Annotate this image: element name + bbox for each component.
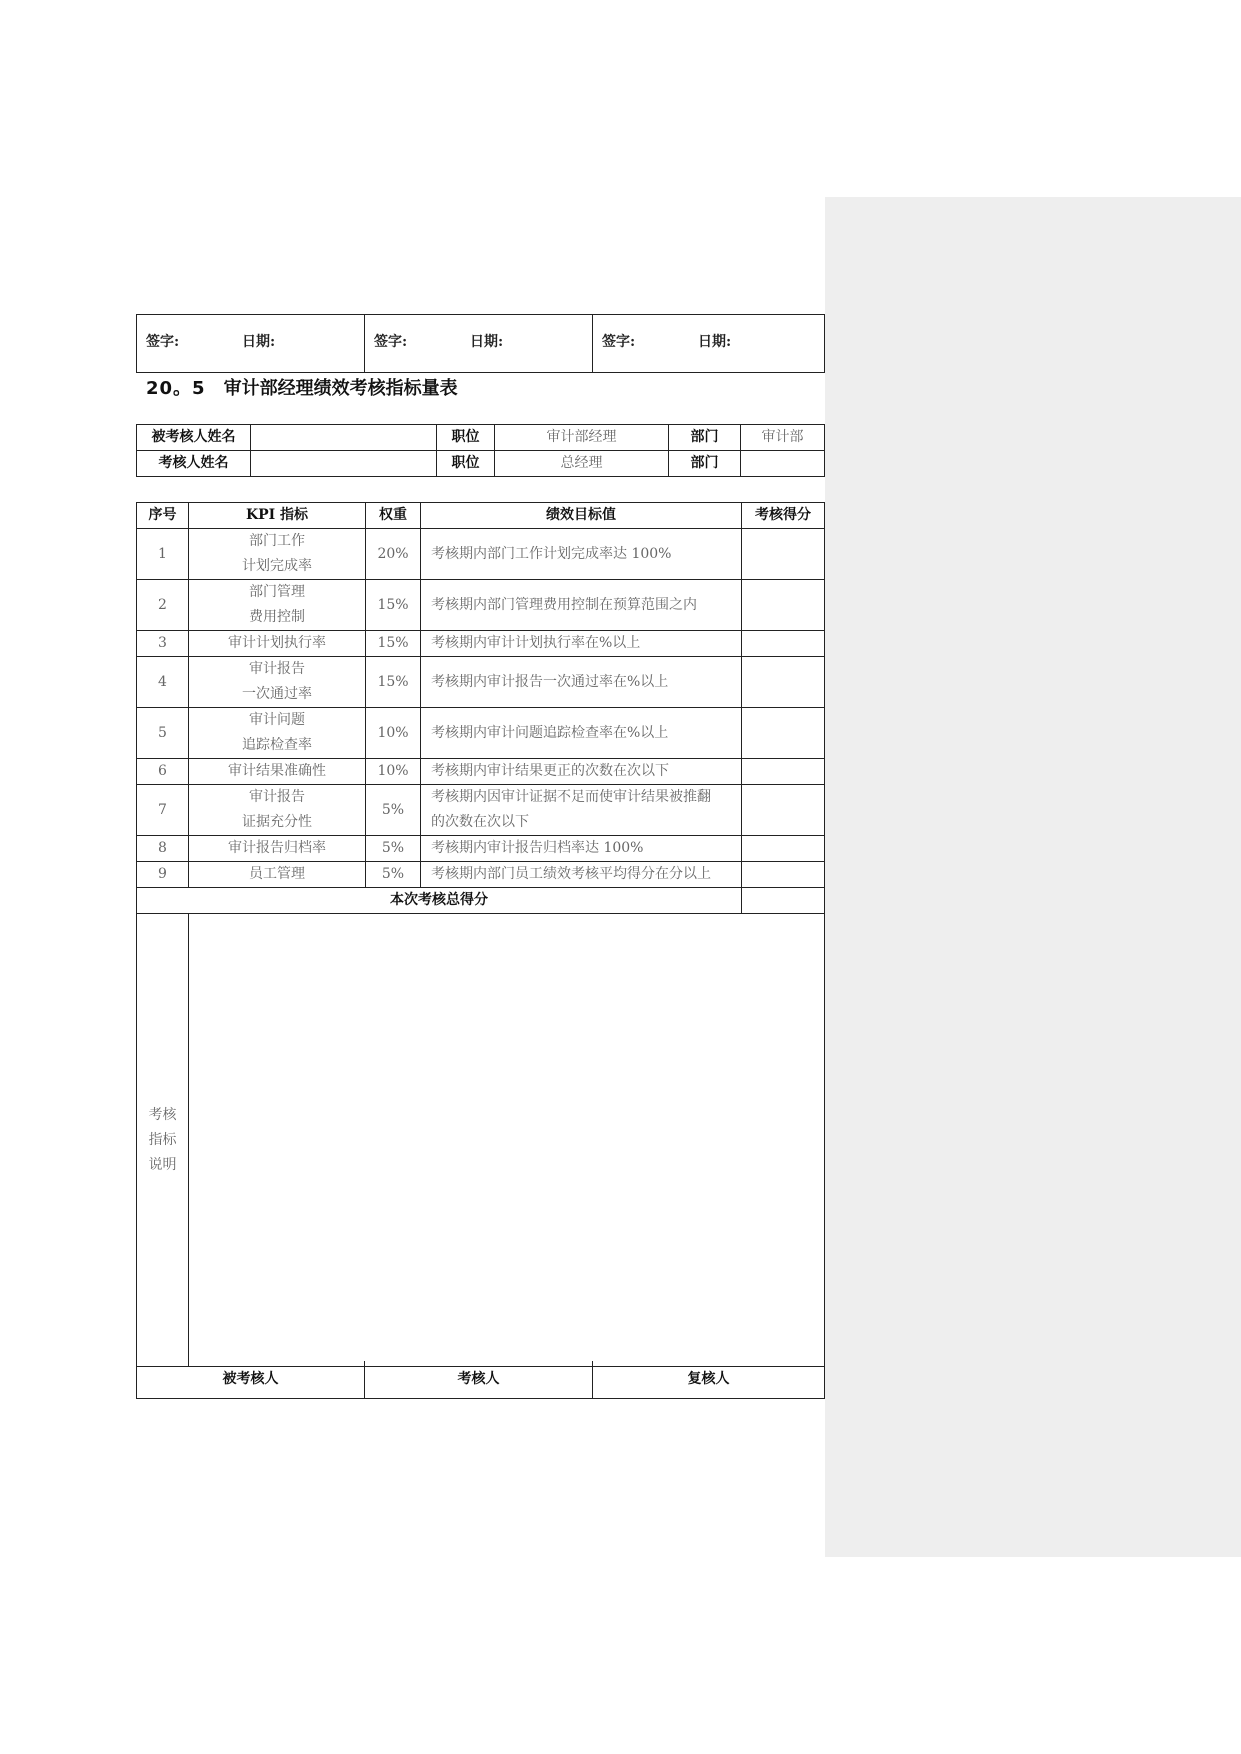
- row-weight: 5%: [366, 836, 421, 862]
- header-weight: 权重: [366, 503, 421, 529]
- notes-label: [137, 914, 189, 1367]
- row-target: 考核期内审计报告归档率达 100%: [421, 836, 742, 862]
- target-line: 考核期内部门管理费用控制在预算范围之内: [431, 596, 697, 613]
- table-row: [137, 862, 825, 888]
- footer-table: [136, 1361, 825, 1399]
- row-score[interactable]: [742, 785, 825, 836]
- appraisee-name-field[interactable]: [251, 425, 437, 451]
- table-row: [137, 708, 825, 759]
- row-score[interactable]: [742, 529, 825, 580]
- kpi-line: 部门管理: [249, 584, 305, 600]
- row-score[interactable]: [742, 759, 825, 785]
- appraisee-name-label: 被考核人姓名: [137, 425, 251, 451]
- table-row: [137, 836, 825, 862]
- total-label: 本次考核总得分: [137, 888, 742, 914]
- row-target: [421, 708, 742, 759]
- signature-cell-1[interactable]: [137, 315, 365, 373]
- row-no: 7: [137, 785, 189, 836]
- row-weight: 10%: [366, 759, 421, 785]
- appraiser-row: [137, 451, 825, 477]
- row-kpi: [189, 657, 366, 708]
- signature-row: [137, 315, 825, 373]
- kpi-line: 费用控制: [249, 609, 305, 625]
- total-row: [137, 888, 825, 914]
- dept-label: 部门: [669, 425, 741, 451]
- notes-row: [137, 914, 825, 1367]
- position-label: 职位: [437, 425, 495, 451]
- target-line: 考核期内部门工作计划完成率达 100%: [431, 545, 672, 562]
- row-weight: 15%: [366, 631, 421, 657]
- total-score[interactable]: [742, 888, 825, 914]
- kpi-line: 部门工作: [249, 533, 305, 549]
- row-no: 4: [137, 657, 189, 708]
- target-line: 考核期内审计问题追踪检查率在%以上: [431, 724, 669, 741]
- comment-pane: [825, 197, 1241, 1557]
- info-table: [136, 424, 825, 477]
- kpi-line: 计划完成率: [242, 558, 312, 574]
- row-score[interactable]: [742, 657, 825, 708]
- position-value[interactable]: 总经理: [495, 451, 669, 477]
- dept-value[interactable]: [741, 451, 825, 477]
- notes-content[interactable]: [189, 914, 825, 1367]
- signature-table: [136, 314, 825, 373]
- row-kpi: 审计计划执行率: [189, 631, 366, 657]
- row-no: 6: [137, 759, 189, 785]
- reviewer-signature-label[interactable]: 复核人: [593, 1361, 825, 1399]
- header-no: 序号: [137, 503, 189, 529]
- dept-value[interactable]: 审计部: [741, 425, 825, 451]
- date-label: 日期:: [242, 334, 276, 350]
- row-weight: 5%: [366, 785, 421, 836]
- row-score[interactable]: [742, 836, 825, 862]
- header-kpi: KPI 指标: [189, 503, 366, 529]
- section-number: 20。5: [146, 378, 206, 399]
- row-target: [421, 529, 742, 580]
- dept-label: 部门: [669, 451, 741, 477]
- signature-cell-2[interactable]: [365, 315, 593, 373]
- row-no: 8: [137, 836, 189, 862]
- kpi-line: 审计报告: [249, 789, 305, 805]
- table-row: [137, 631, 825, 657]
- row-weight: 20%: [366, 529, 421, 580]
- header-score: 考核得分: [742, 503, 825, 529]
- table-row: [137, 759, 825, 785]
- date-label: 日期:: [470, 334, 504, 350]
- kpi-line: 一次通过率: [242, 686, 312, 702]
- header-target: 绩效目标值: [421, 503, 742, 529]
- row-weight: 5%: [366, 862, 421, 888]
- sign-label: 签字:: [146, 334, 180, 350]
- row-target: 考核期内审计计划执行率在%以上: [421, 631, 742, 657]
- footer-row: [137, 1361, 825, 1399]
- section-heading: [146, 374, 458, 400]
- appraiser-name-field[interactable]: [251, 451, 437, 477]
- position-value[interactable]: 审计部经理: [495, 425, 669, 451]
- row-target: 考核期内审计结果更正的次数在次以下: [421, 759, 742, 785]
- row-no: 1: [137, 529, 189, 580]
- kpi-line: 追踪检查率: [242, 737, 312, 753]
- table-row: [137, 785, 825, 836]
- row-kpi: 审计结果准确性: [189, 759, 366, 785]
- row-kpi: [189, 785, 366, 836]
- row-kpi: 员工管理: [189, 862, 366, 888]
- row-target: 考核期内部门员工绩效考核平均得分在分以上: [421, 862, 742, 888]
- row-weight: 10%: [366, 708, 421, 759]
- kpi-line: 审计问题: [249, 712, 305, 728]
- row-no: 2: [137, 580, 189, 631]
- row-kpi: [189, 529, 366, 580]
- sign-label: 签字:: [374, 334, 408, 350]
- row-target: [421, 785, 742, 836]
- kpi-line: 审计报告: [249, 661, 305, 677]
- target-line: 考核期内因审计证据不足而使审计结果被推翻: [431, 789, 711, 805]
- sign-label: 签字:: [602, 334, 636, 350]
- table-row: [137, 529, 825, 580]
- position-label: 职位: [437, 451, 495, 477]
- row-score[interactable]: [742, 862, 825, 888]
- notes-label-line: 说明: [148, 1156, 177, 1173]
- target-line: 考核期内审计报告一次通过率在%以上: [431, 673, 669, 690]
- row-weight: 15%: [366, 580, 421, 631]
- row-kpi: 审计报告归档率: [189, 836, 366, 862]
- appraisee-row: [137, 425, 825, 451]
- row-kpi: [189, 708, 366, 759]
- kpi-line: 证据充分性: [242, 814, 312, 830]
- row-score[interactable]: [742, 631, 825, 657]
- kpi-table: [136, 502, 825, 1367]
- row-no: 3: [137, 631, 189, 657]
- row-no: 5: [137, 708, 189, 759]
- row-kpi: [189, 580, 366, 631]
- section-title: 审计部经理绩效考核指标量表: [223, 378, 458, 399]
- row-score[interactable]: [742, 580, 825, 631]
- signature-cell-3[interactable]: [593, 315, 825, 373]
- row-target: [421, 580, 742, 631]
- appraiser-name-label: 考核人姓名: [137, 451, 251, 477]
- date-label: 日期:: [698, 334, 732, 350]
- table-row: [137, 580, 825, 631]
- target-line: 的次数在次以下: [431, 814, 529, 830]
- row-score[interactable]: [742, 708, 825, 759]
- notes-label-line: 考核: [148, 1106, 177, 1123]
- appraiser-signature-label[interactable]: 考核人: [365, 1361, 593, 1399]
- row-weight: 15%: [366, 657, 421, 708]
- row-no: 9: [137, 862, 189, 888]
- notes-label-line: 指标: [148, 1131, 177, 1148]
- row-target: [421, 657, 742, 708]
- appraisee-signature-label[interactable]: 被考核人: [137, 1361, 365, 1399]
- table-row: [137, 657, 825, 708]
- kpi-header-row: [137, 503, 825, 529]
